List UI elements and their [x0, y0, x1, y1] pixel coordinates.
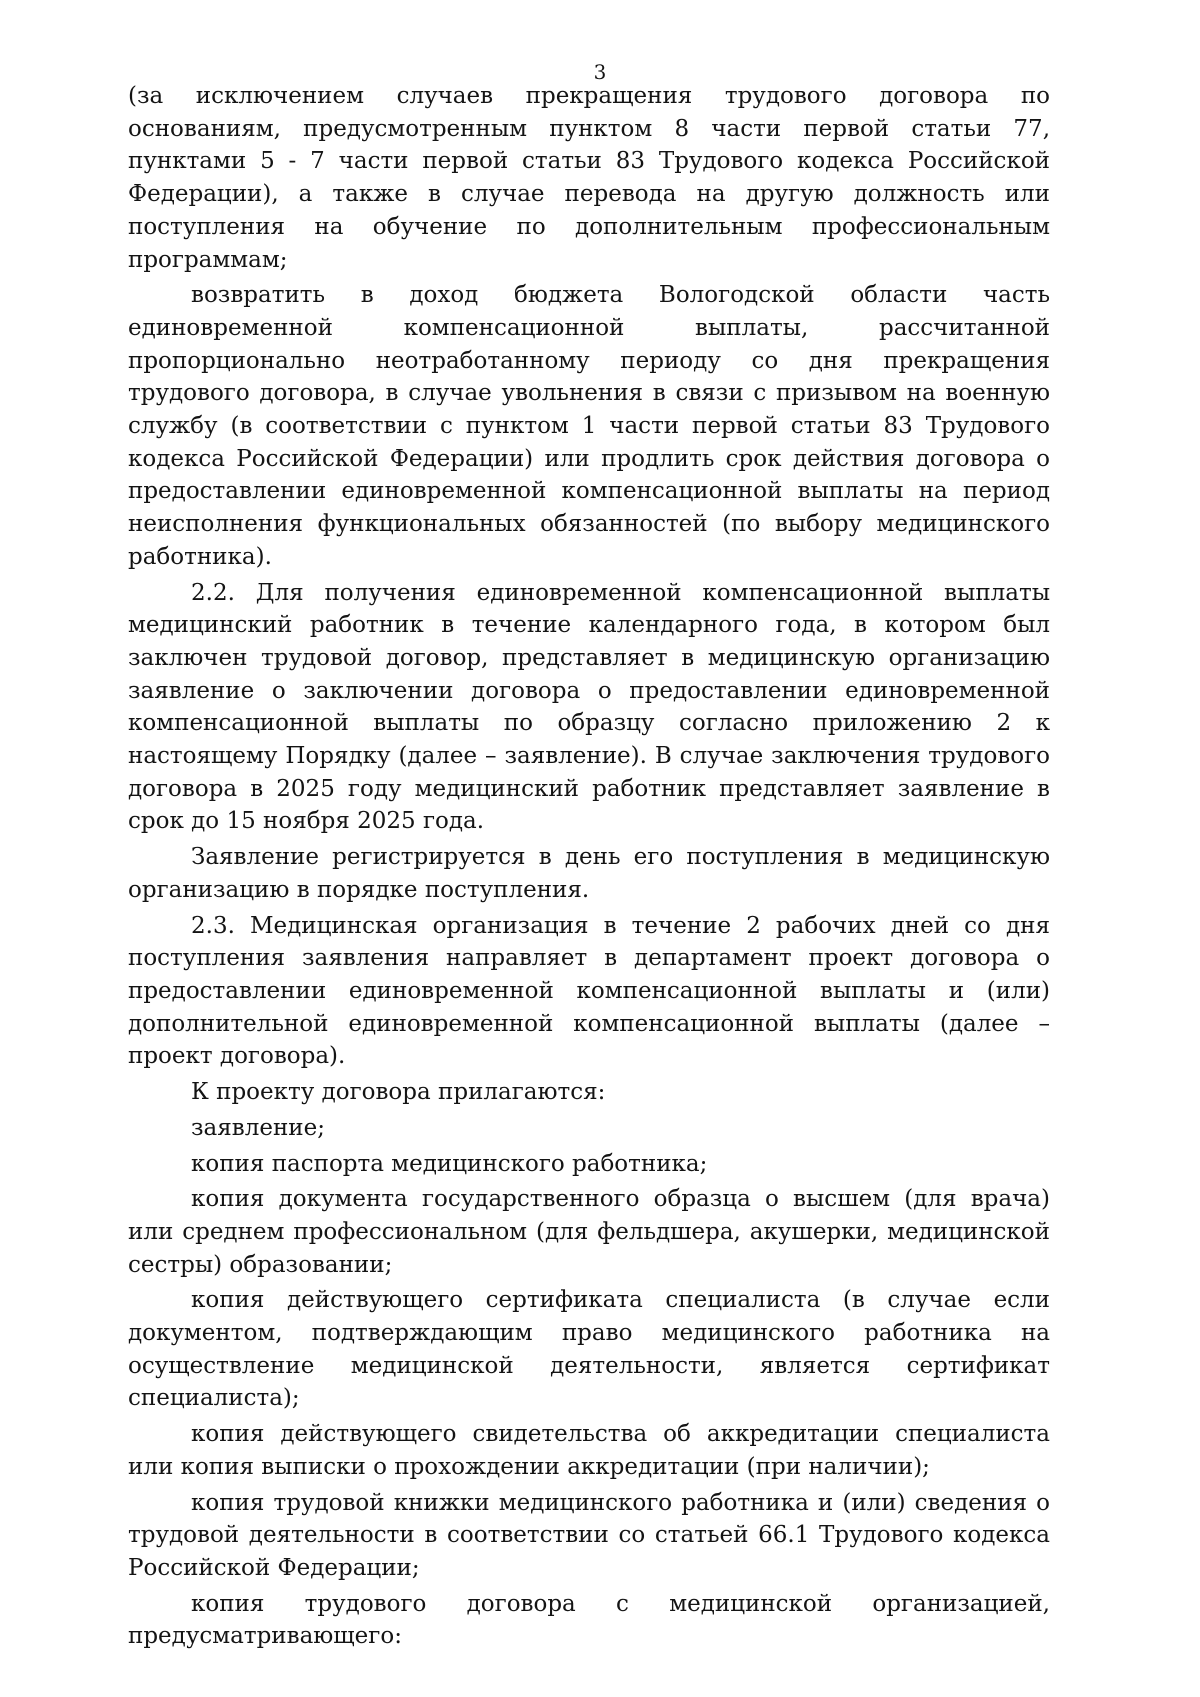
list-item-specialist-certificate: копия действующего сертификата специалиста (в случае если документом, подтверждающим право медицинского работника на осуществление медицинской деятельности, является сертификат специалиста); — [128, 1287, 1050, 1412]
paragraph-exceptions-continuation: (за исключением случаев прекращения трудового договора по основаниям, предусмотренным пунктом 8 части первой статьи 77, пунктами 5 - 7 части первой статьи 83 Трудового кодекса Российской Федерации), а также в случае перевода на другую должность или поступления на обучение по дополнительным профессиональным программам; — [128, 83, 1050, 273]
paragraph-2-2: 2.2. Для получения единовременной компенсационной выплаты медицинский работник в течение календарного года, в котором был заключен трудовой договор, представляет в медицинскую организацию заявление о заключении договора о предоставлении единовременной компенсационной выплаты по образцу согласно приложению 2 к настоящему Порядку (далее – заявление). В случае заключения трудового договора в 2025 году медицинский работник представляет заявление в срок до 15 ноября 2025 года. — [128, 579, 1050, 835]
list-item-work-record: копия трудовой книжки медицинского работника и (или) сведения о трудовой деятельности в соответствии со статьей 66.1 Трудового кодекса Российской Федерации; — [128, 1489, 1050, 1581]
paragraph-application-registration: Заявление регистрируется в день его поступления в медицинскую организацию в порядке поступления. — [128, 844, 1050, 903]
paragraph-attachments-intro: К проекту договора прилагаются: — [191, 1079, 606, 1106]
list-item-education-document: копия документа государственного образца о высшем (для врача) или среднем профессиональном (для фельдшера, акушерки, медицинской сестры) образовании; — [128, 1186, 1050, 1278]
list-item-passport-copy: копия паспорта медицинского работника; — [191, 1150, 708, 1177]
list-item-employment-contract: копия трудового договора с медицинской организацией, предусматривающего: — [128, 1590, 1050, 1650]
list-item-application: заявление; — [191, 1114, 325, 1141]
page-number: 3 — [593, 60, 607, 84]
list-item-accreditation: копия действующего свидетельства об аккредитации специалиста или копия выписки о прохождении аккредитации (при наличии); — [128, 1421, 1050, 1480]
paragraph-return-payment: возвратить в доход бюджета Вологодской области часть единовременной компенсационной выплаты, рассчитанной пропорционально неотработанному периоду со дня прекращения трудового договора, в случае увольнения в связи с призывом на военную службу (в соответствии с пунктом 1 части первой статьи 83 Трудового кодекса Российской Федерации) или продлить срок действия договора о предоставлении единовременной компенсационной выплаты на период неисполнения функциональных обязанностей (по выбору медицинского работника). — [128, 282, 1050, 570]
document-body — [128, 80, 1050, 1656]
paragraph-2-3: 2.3. Медицинская организация в течение 2 рабочих дней со дня поступления заявления направляет в департамент проект договора о предоставлении единовременной компенсационной выплаты и (или) дополнительной единовременной компенсационной выплаты (далее – проект договора). — [128, 912, 1050, 1070]
